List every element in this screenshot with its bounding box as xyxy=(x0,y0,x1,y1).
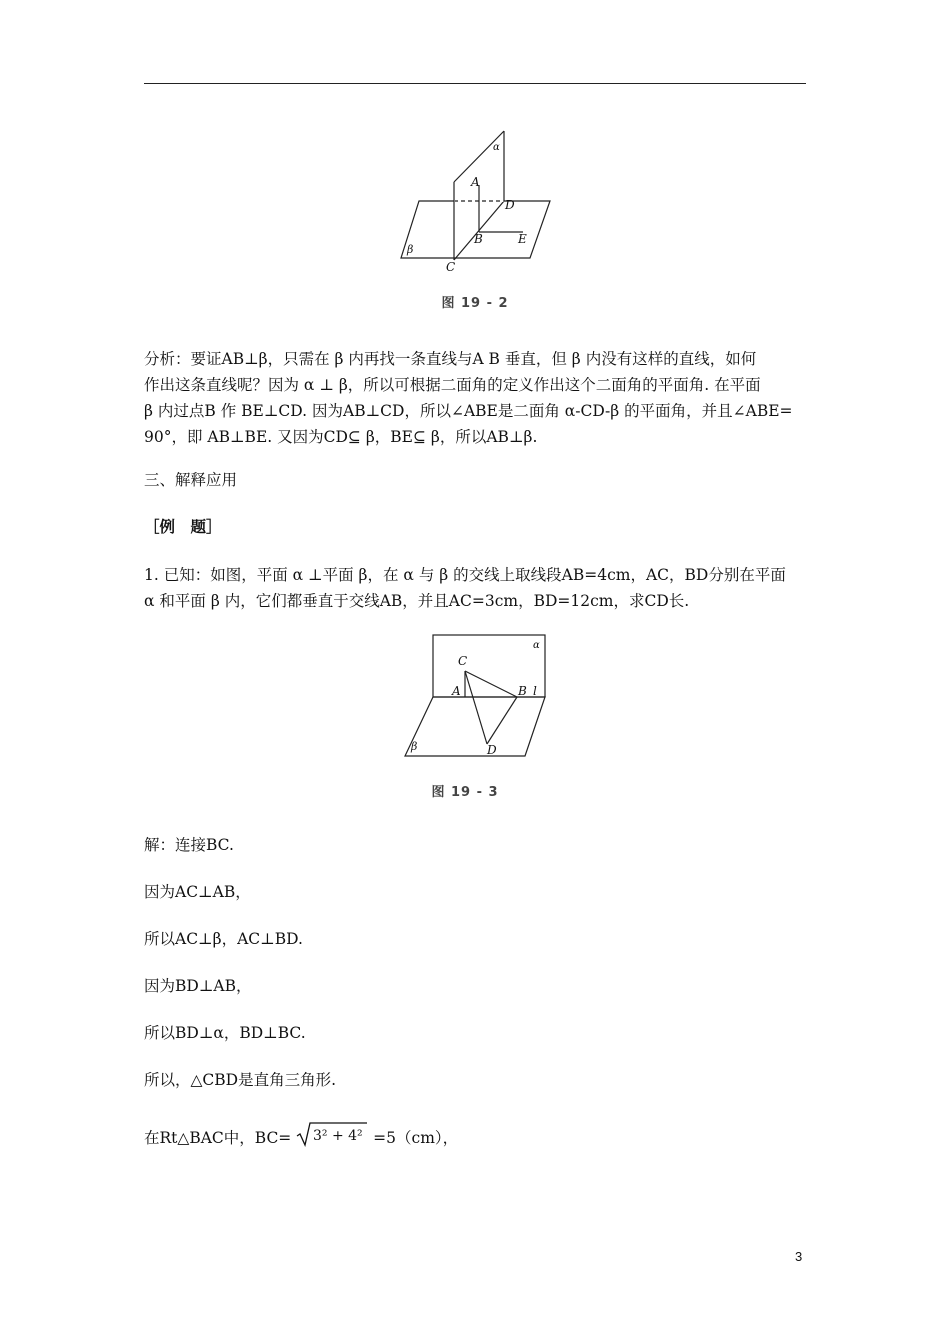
sqrt-expression xyxy=(296,1121,368,1153)
solution-step-1: 解：连接BC. xyxy=(144,836,234,854)
label-d: D xyxy=(505,198,515,212)
solution-step-7-suffix: =5（cm）， xyxy=(373,1129,459,1147)
plane-beta xyxy=(401,201,550,258)
label-alpha: α xyxy=(493,142,500,153)
analysis-line-2: 作出这条直线呢？因为 α ⊥ β，所以可根据二面角的定义作出这个二面角的平面角. 在平面 xyxy=(144,376,761,394)
page-number: 3 xyxy=(795,1249,803,1264)
label-a: A xyxy=(452,684,461,698)
label-beta: β xyxy=(411,740,418,753)
label-l: l xyxy=(533,684,537,698)
solution-step-3: 所以AC⊥β，AC⊥BD. xyxy=(144,930,303,948)
label-b: B xyxy=(474,232,483,246)
figure-19-2-caption: 图 19 - 2 xyxy=(441,296,509,311)
sqrt-sign xyxy=(296,1121,368,1147)
label-c: C xyxy=(446,260,456,274)
label-c: C xyxy=(458,654,468,668)
analysis-line-1: 分析：要证AB⊥β，只需在 β 内再找一条直线与A B 垂直，但 β 内没有这样的直线，如何 xyxy=(144,350,757,368)
label-b: B xyxy=(518,684,527,698)
analysis-line-4: 90°，即 AB⊥BE. 又因为CD⊆ β，BE⊆ β，所以AB⊥β. xyxy=(144,428,538,446)
segment-cb xyxy=(465,671,517,697)
example-heading: ［例 题］ xyxy=(144,517,222,536)
solution-step-6: 所以，△CBD是直角三角形. xyxy=(144,1071,337,1089)
figure-19-3-drawing xyxy=(400,632,560,762)
figure-19-3-caption: 图 19 - 3 xyxy=(431,785,499,800)
solution-step-2: 因为AC⊥AB， xyxy=(144,883,251,901)
problem-line-2: α 和平面 β 内，它们都垂直于交线AB，并且AC=3cm，BD=12cm，求CD长. xyxy=(144,592,690,610)
sqrt-radicand: 3² + 4² xyxy=(313,1128,363,1144)
plane-alpha xyxy=(433,635,545,697)
header-rule xyxy=(144,83,806,84)
label-e: E xyxy=(518,232,527,246)
segment-bd xyxy=(487,697,517,744)
section-title: 三、解释应用 xyxy=(144,471,238,489)
label-alpha: α xyxy=(533,640,540,651)
analysis-line-3: β 内过点B 作 BE⊥CD. 因为AB⊥CD，所以∠ABE是二面角 α-CD-β 的平面角，并且∠ABE= xyxy=(144,402,793,420)
figure-19-3 xyxy=(400,632,560,762)
label-beta: β xyxy=(407,243,414,256)
problem-line-1: 1. 已知：如图，平面 α ⊥平面 β，在 α 与 β 的交线上取线段AB=4cm，AC，BD分别在平面 xyxy=(144,566,786,584)
solution-step-4: 因为BD⊥AB， xyxy=(144,977,252,995)
solution-step-7 xyxy=(144,1121,458,1153)
label-a: A xyxy=(471,175,480,189)
solution-step-5: 所以BD⊥α，BD⊥BC. xyxy=(144,1024,306,1042)
segment-cd xyxy=(465,671,487,744)
solution-step-7-prefix: 在Rt△BAC中，BC= xyxy=(144,1129,292,1147)
label-d: D xyxy=(487,743,497,757)
figure-19-2-drawing xyxy=(395,125,560,275)
figure-19-2 xyxy=(395,125,560,275)
